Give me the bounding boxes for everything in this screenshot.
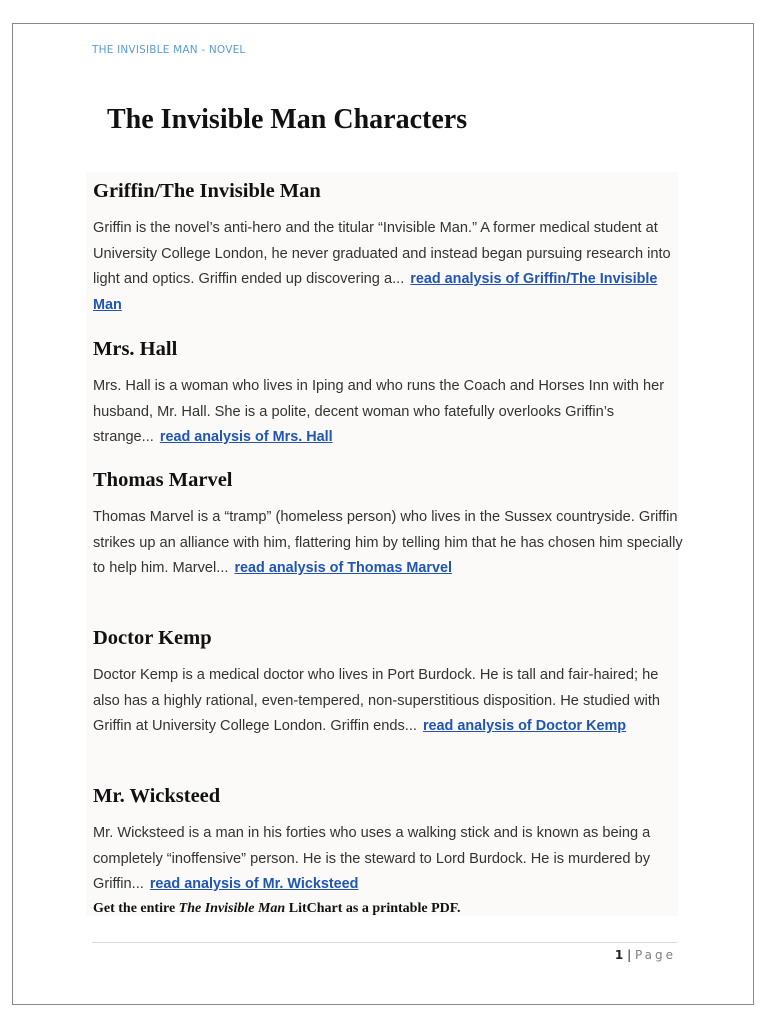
section-body: Doctor Kemp is a medical doctor who lives in Port Burdock. He is tall and fair-haired; he also has a highly rational, even-tempered, non-superstitious disposition. He studied with Griffin at University College London. Griffin ends... bbox=[93, 667, 661, 734]
read-analysis-link-doctor-kemp[interactable]: read analysis of Doctor Kemp bbox=[422, 718, 627, 734]
section-heading: Mrs. Hall bbox=[93, 338, 178, 360]
section-text bbox=[93, 216, 683, 318]
read-analysis-link-mrs-hall[interactable]: read analysis of Mrs. Hall bbox=[159, 429, 333, 445]
section-heading: Mr. Wicksteed bbox=[93, 785, 221, 807]
section-body: Thomas Marvel is a “tramp” (homeless person) who lives in the Sussex countryside. Griffin strikes up an alliance with him, flattering him by telling him that he has chosen him specially to help him. Marvel... bbox=[93, 509, 683, 576]
section-body: Mrs. Hall is a woman who lives in Iping and who runs the Coach and Horses Inn with her husband, Mr. Hall. She is a polite, decent woman who fatefully overlooks Griffin’s strange... bbox=[93, 378, 665, 445]
section-mrs-hall bbox=[93, 336, 683, 451]
running-header: THE INVISIBLE MAN - NOVEL bbox=[92, 44, 246, 56]
document-title: The Invisible Man Characters bbox=[107, 104, 468, 135]
pdf-note-book-title: The Invisible Man bbox=[178, 901, 286, 916]
section-text bbox=[93, 374, 683, 451]
section-text bbox=[93, 821, 683, 898]
printable-pdf-note bbox=[93, 901, 461, 917]
footer-divider bbox=[92, 942, 677, 943]
section-body: Mr. Wicksteed is a man in his forties who uses a walking stick and is known as being a completely “inoffensive” person. He is the steward to Lord Burdock. He is murdered by Griffin... bbox=[93, 825, 651, 892]
pdf-note-prefix: Get the entire bbox=[93, 901, 179, 916]
section-text bbox=[93, 663, 683, 740]
section-mr-wicksteed bbox=[93, 783, 683, 898]
section-body: Griffin is the novel’s anti-hero and the titular “Invisible Man.” A former medical student at University College London, he never graduated and instead began pursuing research into light and optics. Griffin ended up discovering a... bbox=[93, 220, 671, 287]
section-text bbox=[93, 505, 683, 582]
section-heading: Thomas Marvel bbox=[93, 469, 233, 491]
section-heading: Griffin/The Invisible Man bbox=[93, 180, 321, 202]
read-analysis-link-mr-wicksteed[interactable]: read analysis of Mr. Wicksteed bbox=[149, 876, 359, 892]
read-analysis-link-griffin[interactable]: read analysis of Griffin/The Invisible Man bbox=[93, 271, 658, 313]
page-footer bbox=[615, 948, 676, 962]
section-heading: Doctor Kemp bbox=[93, 627, 212, 649]
page-number: 1 bbox=[614, 948, 624, 962]
pdf-note-suffix: LitChart as a printable PDF. bbox=[285, 901, 461, 916]
section-thomas-marvel bbox=[93, 467, 683, 582]
section-griffin bbox=[93, 178, 683, 318]
section-doctor-kemp bbox=[93, 625, 683, 740]
page-word: Page bbox=[634, 948, 676, 962]
page-separator: | bbox=[627, 948, 632, 962]
read-analysis-link-thomas-marvel[interactable]: read analysis of Thomas Marvel bbox=[234, 560, 452, 576]
